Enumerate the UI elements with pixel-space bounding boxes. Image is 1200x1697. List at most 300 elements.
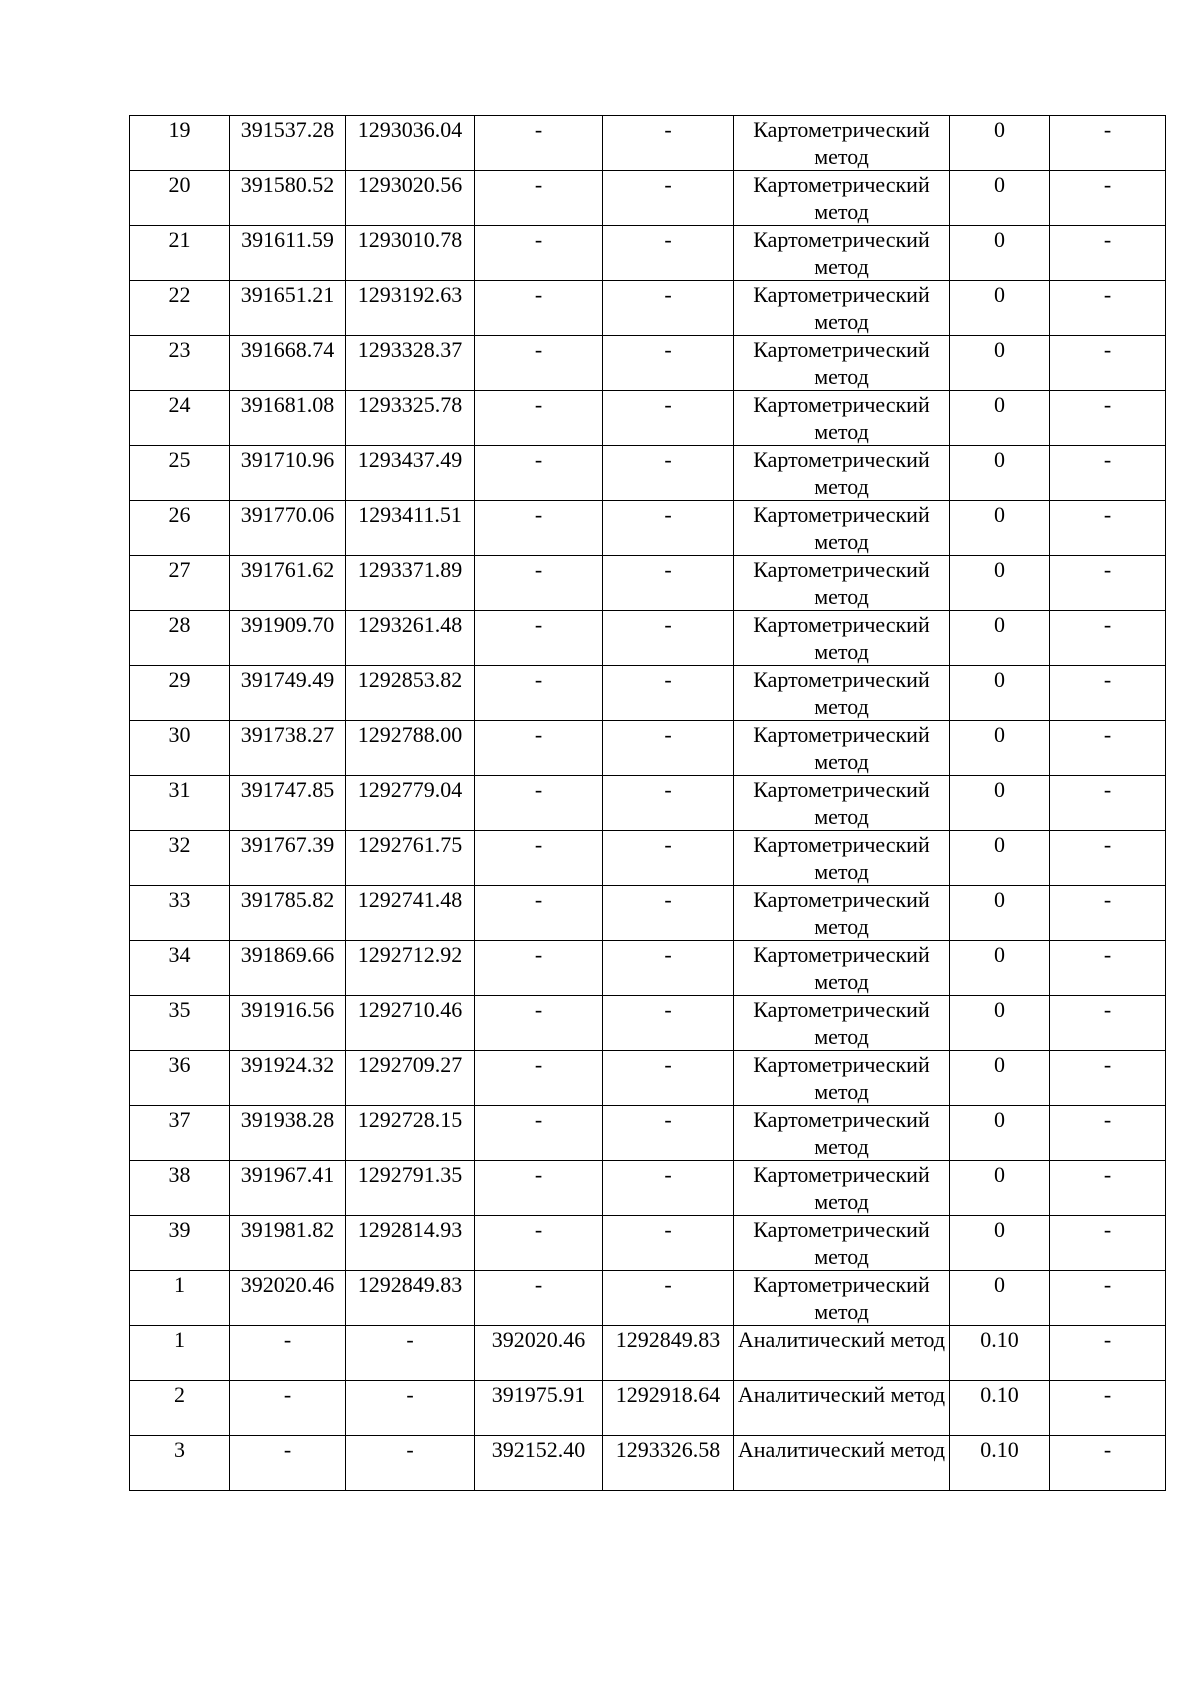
cell-new-y	[603, 1436, 734, 1491]
cell-text: 0	[994, 942, 1005, 967]
cell-description	[1050, 831, 1166, 886]
cell-existing-x	[230, 1051, 346, 1106]
cell-text: -	[1103, 612, 1112, 637]
cell-existing-y	[346, 446, 475, 501]
cell-text: 1292918.64	[615, 1382, 721, 1407]
cell-description	[1050, 1326, 1166, 1381]
cell-description	[1050, 1436, 1166, 1491]
cell-text: Картометрический метод	[753, 337, 930, 389]
cell-existing-y	[346, 226, 475, 281]
cell-text: -	[534, 997, 543, 1022]
cell-method	[734, 1161, 950, 1216]
cell-text: -	[534, 1107, 543, 1132]
cell-text: 1292779.04	[357, 777, 463, 802]
cell-text: Картометрический метод	[753, 887, 930, 939]
cell-text: 0	[994, 1162, 1005, 1187]
cell-text: -	[1103, 447, 1112, 472]
cell-text: Картометрический метод	[753, 997, 930, 1049]
cell-existing-x	[230, 1436, 346, 1491]
cell-text: 1293036.04	[357, 117, 463, 142]
cell-text: Аналитический метод	[737, 1327, 946, 1352]
cell-accuracy	[950, 666, 1050, 721]
cell-text: 38	[168, 1162, 191, 1187]
cell-point-number	[130, 1326, 230, 1381]
table-row	[130, 391, 1166, 446]
cell-description	[1050, 611, 1166, 666]
cell-accuracy	[950, 116, 1050, 171]
table-row	[130, 336, 1166, 391]
cell-new-x	[475, 666, 603, 721]
cell-text: 30	[168, 722, 191, 747]
cell-text: -	[1103, 557, 1112, 582]
cell-method	[734, 1216, 950, 1271]
cell-text: 0	[994, 227, 1005, 252]
cell-accuracy	[950, 1161, 1050, 1216]
cell-text: 391747.85	[240, 777, 335, 802]
cell-text: -	[664, 502, 672, 527]
cell-existing-y	[346, 1326, 475, 1381]
cell-text: -	[664, 1272, 672, 1297]
table-row	[130, 501, 1166, 556]
cell-text: Картометрический метод	[753, 557, 930, 609]
cell-text: 1	[174, 1327, 185, 1352]
cell-text: -	[664, 832, 672, 857]
cell-method	[734, 1381, 950, 1436]
cell-text: Картометрический метод	[753, 1052, 930, 1104]
cell-new-y	[603, 721, 734, 776]
cell-text: -	[534, 502, 543, 527]
cell-accuracy	[950, 226, 1050, 281]
cell-existing-x	[230, 501, 346, 556]
cell-description	[1050, 666, 1166, 721]
cell-accuracy	[950, 831, 1050, 886]
cell-accuracy	[950, 1381, 1050, 1436]
cell-text: 1293010.78	[357, 227, 463, 252]
cell-text: -	[1103, 777, 1112, 802]
cell-text: 1293437.49	[357, 447, 463, 472]
table-row	[130, 446, 1166, 501]
cell-text: 0	[994, 282, 1005, 307]
cell-description	[1050, 1106, 1166, 1161]
cell-existing-y	[346, 1216, 475, 1271]
cell-text: -	[1103, 1327, 1112, 1352]
cell-existing-x	[230, 281, 346, 336]
cell-text: 0	[994, 557, 1005, 582]
cell-description	[1050, 391, 1166, 446]
cell-text: 391785.82	[240, 887, 335, 912]
cell-accuracy	[950, 281, 1050, 336]
cell-text: 391611.59	[241, 227, 334, 252]
cell-text: 0	[994, 612, 1005, 637]
cell-text: -	[664, 612, 672, 637]
cell-existing-y	[346, 1381, 475, 1436]
cell-existing-y	[346, 721, 475, 776]
cell-existing-x	[230, 1326, 346, 1381]
cell-description	[1050, 171, 1166, 226]
cell-text: 0	[994, 1272, 1005, 1297]
cell-text: 391967.41	[240, 1162, 335, 1187]
cell-text: 3	[174, 1437, 185, 1462]
cell-point-number	[130, 611, 230, 666]
cell-new-x	[475, 171, 603, 226]
cell-new-x	[475, 611, 603, 666]
cell-text: 29	[168, 667, 191, 692]
cell-existing-y	[346, 116, 475, 171]
cell-new-x	[475, 501, 603, 556]
cell-existing-x	[230, 1381, 346, 1436]
cell-text: 391681.08	[240, 392, 335, 417]
cell-text: 0	[994, 447, 1005, 472]
cell-existing-y	[346, 1051, 475, 1106]
cell-new-x	[475, 1436, 603, 1491]
cell-method	[734, 1106, 950, 1161]
cell-existing-y	[346, 391, 475, 446]
table-row	[130, 1271, 1166, 1326]
cell-method	[734, 1326, 950, 1381]
cell-existing-x	[230, 996, 346, 1051]
cell-new-x	[475, 1216, 603, 1271]
cell-text: 32	[168, 832, 191, 857]
cell-existing-y	[346, 1106, 475, 1161]
cell-text: -	[406, 1437, 414, 1462]
cell-text: -	[1103, 887, 1112, 912]
cell-text: -	[534, 1217, 543, 1242]
cell-method	[734, 1271, 950, 1326]
cell-text: Картометрический метод	[753, 942, 930, 994]
cell-text: -	[1103, 1217, 1112, 1242]
cell-text: -	[283, 1327, 292, 1352]
table-row	[130, 116, 1166, 171]
table-row	[130, 1326, 1166, 1381]
cell-text: -	[534, 667, 543, 692]
cell-method	[734, 666, 950, 721]
cell-accuracy	[950, 446, 1050, 501]
cell-text: -	[406, 1327, 414, 1352]
cell-text: -	[664, 1107, 672, 1132]
cell-accuracy	[950, 1106, 1050, 1161]
cell-description	[1050, 446, 1166, 501]
table-row	[130, 1381, 1166, 1436]
cell-new-y	[603, 776, 734, 831]
cell-accuracy	[950, 611, 1050, 666]
table-row	[130, 226, 1166, 281]
cell-text: -	[1103, 1272, 1112, 1297]
cell-text: -	[534, 557, 543, 582]
cell-text: 1293261.48	[357, 612, 463, 637]
cell-text: -	[664, 1217, 672, 1242]
cell-point-number	[130, 116, 230, 171]
table-row	[130, 1051, 1166, 1106]
cell-existing-y	[346, 1161, 475, 1216]
cell-point-number	[130, 1436, 230, 1491]
cell-existing-x	[230, 1106, 346, 1161]
cell-new-y	[603, 1051, 734, 1106]
cell-text: 391924.32	[240, 1052, 335, 1077]
cell-text: Картометрический метод	[753, 392, 930, 444]
cell-text: 1292849.83	[615, 1327, 721, 1352]
cell-text: 36	[168, 1052, 191, 1077]
cell-text: -	[1103, 502, 1112, 527]
cell-new-y	[603, 1326, 734, 1381]
cell-point-number	[130, 501, 230, 556]
cell-text: Картометрический метод	[753, 1162, 930, 1214]
cell-text: -	[534, 447, 543, 472]
table-row	[130, 831, 1166, 886]
cell-description	[1050, 226, 1166, 281]
cell-text: 0	[994, 502, 1005, 527]
cell-text: 391710.96	[240, 447, 335, 472]
cell-description	[1050, 941, 1166, 996]
cell-method	[734, 446, 950, 501]
cell-new-y	[603, 336, 734, 391]
cell-text: -	[664, 722, 672, 747]
cell-existing-x	[230, 886, 346, 941]
cell-point-number	[130, 776, 230, 831]
cell-method	[734, 336, 950, 391]
cell-new-x	[475, 1381, 603, 1436]
cell-existing-x	[230, 226, 346, 281]
cell-text: -	[283, 1437, 292, 1462]
cell-new-x	[475, 556, 603, 611]
cell-text: 34	[168, 942, 191, 967]
cell-existing-y	[346, 666, 475, 721]
cell-description	[1050, 1051, 1166, 1106]
cell-text: 33	[168, 887, 191, 912]
cell-text: -	[1103, 832, 1112, 857]
cell-accuracy	[950, 996, 1050, 1051]
cell-text: 0.10	[980, 1382, 1019, 1407]
cell-text: 1292853.82	[357, 667, 463, 692]
cell-text: -	[664, 117, 672, 142]
cell-text: 0	[994, 887, 1005, 912]
cell-text: 20	[168, 172, 191, 197]
cell-method	[734, 391, 950, 446]
cell-text: 1	[174, 1272, 185, 1297]
cell-text: -	[1103, 1382, 1112, 1407]
cell-description	[1050, 336, 1166, 391]
cell-new-x	[475, 391, 603, 446]
cell-new-x	[475, 941, 603, 996]
table-row	[130, 721, 1166, 776]
cell-text: 0	[994, 1107, 1005, 1132]
cell-text: 0	[994, 722, 1005, 747]
cell-text: -	[534, 722, 543, 747]
cell-text: -	[664, 942, 672, 967]
cell-text: -	[534, 337, 543, 362]
cell-text: -	[406, 1382, 414, 1407]
cell-text: 27	[168, 557, 191, 582]
cell-method	[734, 226, 950, 281]
cell-text: Картометрический метод	[753, 282, 930, 334]
cell-existing-x	[230, 171, 346, 226]
cell-text: 1292761.75	[357, 832, 463, 857]
cell-point-number	[130, 1271, 230, 1326]
cell-text: 31	[168, 777, 191, 802]
cell-new-y	[603, 1106, 734, 1161]
cell-text: -	[534, 227, 543, 252]
cell-text: 0	[994, 997, 1005, 1022]
cell-method	[734, 996, 950, 1051]
cell-point-number	[130, 721, 230, 776]
cell-text: 1292741.48	[357, 887, 463, 912]
cell-description	[1050, 281, 1166, 336]
cell-point-number	[130, 336, 230, 391]
cell-text: 391869.66	[240, 942, 335, 967]
cell-existing-x	[230, 941, 346, 996]
cell-text: 0	[994, 777, 1005, 802]
cell-text: 391770.06	[240, 502, 335, 527]
cell-existing-y	[346, 1436, 475, 1491]
cell-accuracy	[950, 776, 1050, 831]
cell-text: -	[664, 1162, 672, 1187]
cell-text: -	[664, 392, 672, 417]
cell-method	[734, 1051, 950, 1106]
cell-text: -	[1103, 1162, 1112, 1187]
cell-text: -	[664, 282, 672, 307]
cell-point-number	[130, 171, 230, 226]
cell-accuracy	[950, 556, 1050, 611]
cell-new-y	[603, 391, 734, 446]
cell-point-number	[130, 831, 230, 886]
cell-existing-y	[346, 996, 475, 1051]
table-row	[130, 1436, 1166, 1491]
cell-description	[1050, 1271, 1166, 1326]
cell-method	[734, 831, 950, 886]
cell-existing-x	[230, 721, 346, 776]
cell-text: -	[1103, 172, 1112, 197]
table-row	[130, 281, 1166, 336]
cell-new-y	[603, 556, 734, 611]
cell-existing-x	[230, 776, 346, 831]
cell-text: Картометрический метод	[753, 227, 930, 279]
cell-text: -	[664, 557, 672, 582]
cell-text: -	[534, 172, 543, 197]
cell-new-y	[603, 666, 734, 721]
cell-description	[1050, 1161, 1166, 1216]
table-row	[130, 611, 1166, 666]
cell-text: Картометрический метод	[753, 502, 930, 554]
cell-new-y	[603, 886, 734, 941]
cell-text: 392020.46	[240, 1272, 335, 1297]
cell-text: 391767.39	[240, 832, 335, 857]
cell-text: Картометрический метод	[753, 117, 930, 169]
cell-description	[1050, 116, 1166, 171]
cell-text: 28	[168, 612, 191, 637]
cell-text: 0	[994, 392, 1005, 417]
cell-description	[1050, 721, 1166, 776]
cell-existing-y	[346, 501, 475, 556]
cell-text: 391975.91	[491, 1382, 586, 1407]
cell-new-y	[603, 831, 734, 886]
cell-text: -	[534, 117, 543, 142]
cell-text: 1292791.35	[357, 1162, 463, 1187]
cell-method	[734, 611, 950, 666]
cell-existing-y	[346, 281, 475, 336]
cell-text: 37	[168, 1107, 191, 1132]
cell-text: 0	[994, 1052, 1005, 1077]
cell-existing-x	[230, 116, 346, 171]
cell-text: -	[1103, 1107, 1112, 1132]
cell-text: 39	[168, 1217, 191, 1242]
cell-text: 391909.70	[240, 612, 335, 637]
cell-point-number	[130, 996, 230, 1051]
cell-point-number	[130, 1051, 230, 1106]
cell-text: 391537.28	[240, 117, 335, 142]
cell-text: -	[1103, 722, 1112, 747]
cell-new-x	[475, 831, 603, 886]
cell-method	[734, 171, 950, 226]
cell-text: -	[664, 667, 672, 692]
cell-text: 35	[168, 997, 191, 1022]
table-row	[130, 666, 1166, 721]
cell-text: -	[664, 997, 672, 1022]
cell-point-number	[130, 226, 230, 281]
cell-accuracy	[950, 1051, 1050, 1106]
cell-point-number	[130, 666, 230, 721]
cell-text: -	[1103, 1437, 1112, 1462]
cell-text: 26	[168, 502, 191, 527]
cell-accuracy	[950, 391, 1050, 446]
cell-method	[734, 776, 950, 831]
cell-description	[1050, 1216, 1166, 1271]
cell-text: -	[664, 172, 672, 197]
cell-new-y	[603, 1271, 734, 1326]
table-row	[130, 1216, 1166, 1271]
cell-existing-y	[346, 611, 475, 666]
cell-existing-x	[230, 1216, 346, 1271]
cell-description	[1050, 776, 1166, 831]
cell-text: 1293328.37	[357, 337, 463, 362]
cell-text: 391668.74	[240, 337, 335, 362]
cell-text: 1292710.46	[357, 997, 463, 1022]
cell-new-x	[475, 776, 603, 831]
cell-point-number	[130, 446, 230, 501]
cell-method	[734, 116, 950, 171]
cell-method	[734, 721, 950, 776]
cell-text: 1292814.93	[357, 1217, 463, 1242]
cell-new-x	[475, 446, 603, 501]
cell-new-x	[475, 996, 603, 1051]
table-row	[130, 171, 1166, 226]
cell-text: 0.10	[980, 1437, 1019, 1462]
cell-text: 1292788.00	[357, 722, 463, 747]
cell-text: 1293325.78	[357, 392, 463, 417]
cell-method	[734, 281, 950, 336]
cell-accuracy	[950, 1326, 1050, 1381]
cell-point-number	[130, 281, 230, 336]
cell-new-x	[475, 336, 603, 391]
cell-existing-y	[346, 1271, 475, 1326]
cell-accuracy	[950, 501, 1050, 556]
cell-text: -	[534, 1272, 543, 1297]
cell-description	[1050, 556, 1166, 611]
cell-new-y	[603, 281, 734, 336]
cell-text: Картометрический метод	[753, 612, 930, 664]
cell-text: -	[534, 1162, 543, 1187]
cell-existing-y	[346, 886, 475, 941]
cell-text: 19	[168, 117, 191, 142]
cell-text: 1293020.56	[357, 172, 463, 197]
cell-text: 24	[168, 392, 191, 417]
cell-text: 391738.27	[240, 722, 335, 747]
table-row	[130, 1106, 1166, 1161]
cell-new-x	[475, 721, 603, 776]
cell-text: 391938.28	[240, 1107, 335, 1132]
cell-text: 1292709.27	[357, 1052, 463, 1077]
cell-point-number	[130, 1106, 230, 1161]
cell-text: 391981.82	[240, 1217, 335, 1242]
cell-existing-x	[230, 556, 346, 611]
